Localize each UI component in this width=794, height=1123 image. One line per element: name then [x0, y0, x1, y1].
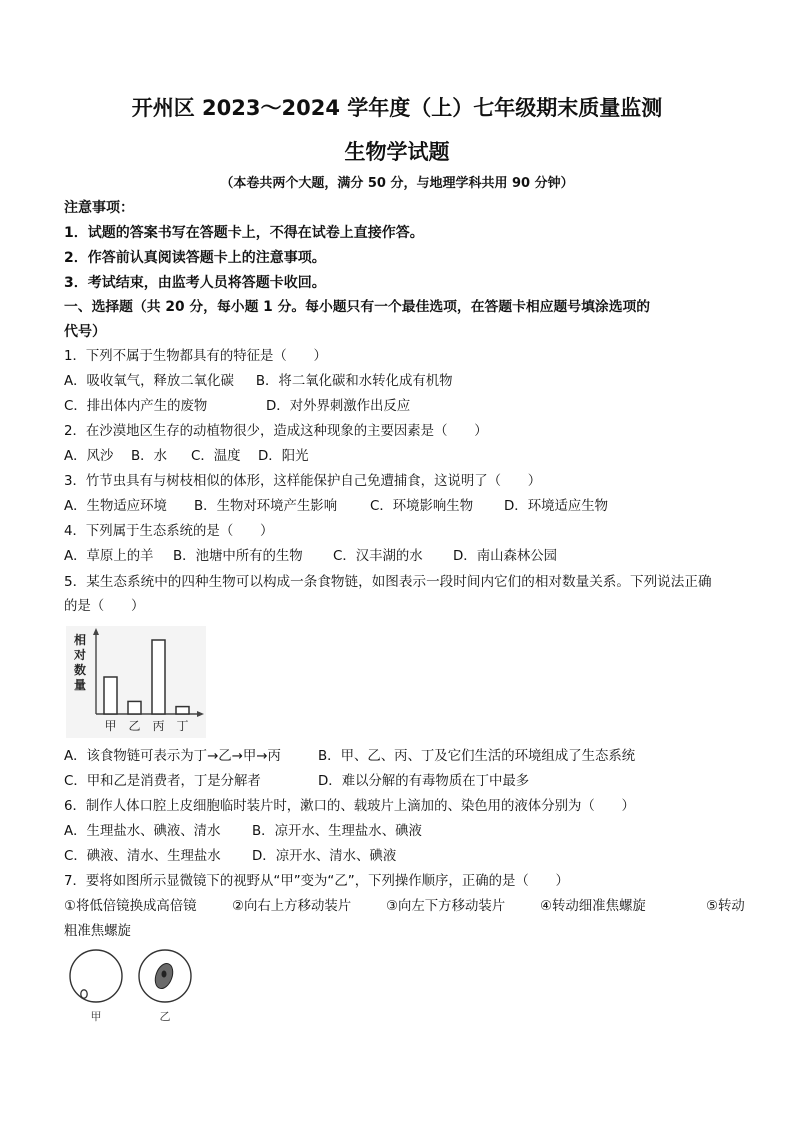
operation-1: ①将低倍镜换成高倍镜: [64, 899, 197, 914]
notice-item: 2．作答前认真阅读答题卡上的注意事项。: [64, 250, 326, 266]
option-c: C．汉丰湖的水: [333, 549, 423, 564]
y-label-char: 量: [73, 678, 87, 692]
population-bar-chart: [66, 626, 206, 738]
exam-subtitle: 生物学试题: [344, 140, 450, 164]
x-tick-label: 丁: [176, 719, 189, 733]
option-c: C．温度: [191, 449, 241, 464]
option-b: B．将二氧化碳和水转化成有机物: [255, 374, 453, 389]
y-label-char: 对: [73, 648, 87, 662]
exam-note: （本卷共两个大题，满分 50 分，与地理学科共用 90 分钟）: [220, 176, 574, 191]
option-b: B．水: [131, 449, 167, 464]
option-a: A．生物适应环境: [64, 499, 167, 514]
figure-label-yi: 乙: [159, 1010, 171, 1023]
option-a: A．吸收氧气，释放二氧化碳: [64, 374, 234, 389]
question-5-stem: 5．某生态系统中的四种生物可以构成一条食物链，如图表示一段时间内它们的相对数量关系。下列说法正确: [64, 574, 712, 590]
microscope-views-figure: [66, 948, 206, 1026]
operation-5: ⑤转动: [706, 899, 745, 914]
notice-item: 1．试题的答案书写在答题卡上，不得在试卷上直接作答。: [64, 225, 424, 241]
option-d: D．凉开水、清水、碘液: [252, 849, 397, 864]
option-b: B．甲、乙、丙、丁及它们生活的环境组成了生态系统: [318, 749, 636, 764]
question-6-stem: 6．制作人体口腔上皮细胞临时装片时，漱口的、载玻片上滴加的、染色用的液体分别为（ ）: [64, 799, 635, 814]
bar-3: [152, 640, 165, 714]
question-1-options-row1: [64, 373, 453, 391]
question-3-options: [64, 498, 608, 516]
option-a: A．生理盐水、碘液、清水: [64, 824, 221, 839]
question-7-operations-cont: 粗准焦螺旋: [64, 924, 131, 939]
section-heading-cont: 代号）: [64, 324, 106, 340]
exam-title: 开州区 2023～2024 学年度（上）七年级期末质量监测: [131, 96, 663, 120]
question-7-operations: [64, 898, 745, 916]
question-3-stem: 3．竹节虫具有与树枝相似的体形，这样能保护自己免遭捕食，这说明了（ ）: [64, 474, 542, 489]
question-5-stem-cont: 的是（ ）: [64, 599, 145, 614]
option-c: C．环境影响生物: [370, 499, 474, 514]
option-c: C．排出体内产生的废物: [64, 399, 208, 414]
bar-2: [128, 701, 141, 714]
bar-1: [104, 677, 117, 714]
option-c: C．碘液、清水、生理盐水: [64, 849, 221, 864]
figure-label-jia: 甲: [90, 1010, 102, 1023]
option-b: B．生物对环境产生影响: [194, 499, 338, 514]
x-tick-label: 丙: [152, 719, 165, 733]
operation-2: ②向右上方移动装片: [232, 899, 352, 914]
y-label-char: 相: [73, 633, 87, 647]
question-2-options: [64, 448, 308, 466]
x-tick-label: 乙: [128, 719, 141, 733]
question-4-options: [64, 548, 557, 566]
option-d: D．阳光: [258, 449, 309, 464]
cell-nucleus-icon: [162, 971, 167, 978]
bar-4: [176, 707, 189, 714]
option-b: B．凉开水、生理盐水、碘液: [252, 824, 422, 839]
small-cell-icon: [81, 990, 87, 998]
y-label-char: 数: [73, 663, 87, 677]
option-d: D．环境适应生物: [504, 499, 609, 514]
question-1-stem: 1．下列不属于生物都具有的特征是（ ）: [64, 349, 327, 364]
operation-4: ④转动细准焦螺旋: [540, 899, 646, 914]
section-heading: 一、选择题（共 20 分，每小题 1 分。每小题只有一个最佳选项，在答题卡相应题号填涂选项的: [64, 299, 651, 315]
question-2-stem: 2．在沙漠地区生存的动植物很少，造成这种现象的主要因素是（ ）: [64, 424, 488, 439]
option-d: D．对外界刺激作出反应: [266, 399, 411, 414]
notice-heading: 注意事项：: [64, 200, 134, 216]
question-5-options-row2: [64, 773, 529, 791]
option-b: B．池塘中所有的生物: [173, 549, 303, 564]
question-6-options-row1: [64, 823, 422, 841]
operation-3: ③向左下方移动装片: [386, 899, 506, 914]
question-6-options-row2: [64, 848, 396, 866]
question-7-stem: 7．要将如图所示显微镜下的视野从“甲”变为“乙”，下列操作顺序，正确的是（ ）: [64, 874, 569, 889]
x-tick-label: 甲: [104, 719, 117, 733]
notice-item: 3．考试结束，由监考人员将答题卡收回。: [64, 275, 326, 291]
option-a: A．风沙: [64, 449, 114, 464]
option-c: C．甲和乙是消费者，丁是分解者: [64, 774, 261, 789]
option-d: D．南山森林公园: [453, 549, 558, 564]
option-d: D．难以分解的有毒物质在丁中最多: [318, 774, 530, 789]
question-4-stem: 4．下列属于生态系统的是（ ）: [64, 524, 274, 539]
question-5-options-row1: [64, 748, 635, 766]
field-of-view-jia: [70, 950, 122, 1002]
question-1-options-row2: [64, 398, 410, 416]
option-a: A．该食物链可表示为丁→乙→甲→丙: [64, 749, 281, 764]
option-a: A．草原上的羊: [64, 549, 154, 564]
